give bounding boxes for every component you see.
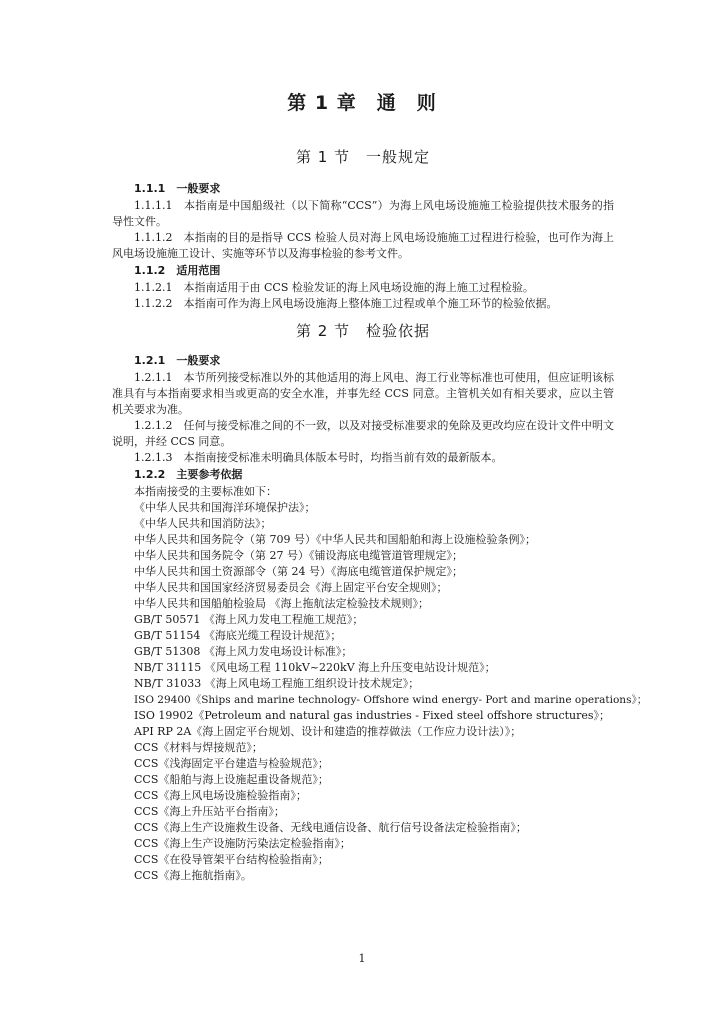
standard-item: API RP 2A《海上固定平台规划、设计和建造的推荐做法（工作应力设计法）》； bbox=[134, 725, 522, 738]
standard-item: CCS《海上生产设施防污染法定检验指南》； bbox=[134, 837, 351, 850]
paragraph-1-1-1-1: 1.1.1.1 本指南是中国船级社（以下简称“CCS”）为海上风电场设施施工检验提供技术服务的指导性文件。 bbox=[112, 199, 614, 228]
standard-item: GB/T 50571 《海上风力发电工程施工规范》； bbox=[134, 613, 364, 626]
standard-item: GB/T 51308 《海上风力发电场设计标准》； bbox=[134, 645, 353, 658]
standard-item: CCS《浅海固定平台建造与检验规范》； bbox=[134, 757, 329, 770]
standard-item: CCS《海上风电场设施检验指南》； bbox=[134, 789, 307, 802]
standard-item: 《中华人民共和国海洋环境保护法》； bbox=[134, 501, 316, 514]
paragraph-1-1-2-2: 1.1.2.2 本指南可作为海上风电场设施海上整体施工过程或单个施工环节的检验依据。 bbox=[134, 297, 558, 310]
standard-item: ISO 19902《Petroleum and natural gas industries - Fixed steel offshore structures》； bbox=[134, 709, 611, 722]
standard-item: CCS《材料与焊接规范》； bbox=[134, 741, 263, 754]
heading-1-2-1: 1.2.1 一般要求 bbox=[134, 354, 221, 367]
section-1-title: 第 1 节 一般规定 bbox=[295, 148, 431, 166]
standard-item: NB/T 31115 《风电场工程 110kV~220kV 海上升压变电站设计规范》； bbox=[134, 661, 496, 674]
chapter-title: 第 1 章 通 则 bbox=[287, 92, 437, 114]
standard-item: CCS《在役导管架平台结构检验指南》； bbox=[134, 853, 329, 866]
standard-item: CCS《海上升压站平台指南》； bbox=[134, 805, 285, 818]
standard-item: 中华人民共和国船舶检验局 《海上拖航法定检验技术规则》； bbox=[134, 597, 429, 610]
heading-1-2-2: 1.2.2 主要参考依据 bbox=[134, 468, 243, 481]
standard-item: CCS《海上拖航指南》。 bbox=[134, 869, 252, 882]
standard-item: 中华人民共和国务院令（第 27 号）《铺设海底电缆管道管理规定》； bbox=[134, 549, 463, 562]
document-body bbox=[112, 146, 648, 884]
standard-item: 《中华人民共和国消防法》； bbox=[134, 517, 272, 530]
paragraph-1-1-1-2: 1.1.1.2 本指南的目的是指导 CCS 检验人员对海上风电场设施施工过程进行检验，也可作为海上风电场设施施工设计、实施等环节以及海事检验的参考文件。 bbox=[112, 231, 614, 260]
section-2-title: 第 2 节 检验依据 bbox=[295, 322, 431, 340]
standard-item: CCS《海上生产设施救生设备、无线电通信设备、航行信号设备法定检验指南》； bbox=[134, 821, 527, 834]
standards-list bbox=[112, 500, 648, 884]
paragraph-1-2-1-2: 1.2.1.2 任何与接受标准之间的不一致，以及对接受标准要求的免除及更改均应在设计文件中明文说明，并经 CCS 同意。 bbox=[112, 419, 614, 448]
paragraph-1-1-2-1: 1.1.2.1 本指南适用于由 CCS 检验发证的海上风电场设施的海上施工过程检验。 bbox=[134, 281, 534, 294]
heading-1-1-2: 1.1.2 适用范围 bbox=[134, 264, 221, 277]
standard-item: CCS《船舶与海上设施起重设备规范》； bbox=[134, 773, 329, 786]
standard-item: ISO 29400《Ships and marine technology- Offshore wind energy- Port and marine operations》； bbox=[134, 694, 648, 706]
standards-lead: 本指南接受的主要标准如下： bbox=[134, 485, 277, 498]
standard-item: GB/T 51154 《海底光缆工程设计规范》； bbox=[134, 629, 342, 642]
standard-item: 中华人民共和国土资源部令（第 24 号）《海底电缆管道保护规定》； bbox=[134, 565, 463, 578]
standard-item: 中华人民共和国务院令（第 709 号）《中华人民共和国船舶和海上设施检验条例》； bbox=[134, 533, 536, 546]
standard-item: 中华人民共和国国家经济贸易委员会《海上固定平台安全规则》； bbox=[134, 581, 448, 594]
paragraph-1-2-1-1: 1.2.1.1 本节所列接受标准以外的其他适用的海上风电、海工行业等标准也可使用，但应证明该标准具有与本指南要求相当或更高的安全水准，并事先经 CCS 同意。主管机关如有相关要求，应以主管机关要求为准。 bbox=[112, 371, 614, 416]
standard-item: NB/T 31033 《海上风电场工程施工组织设计技术规定》； bbox=[134, 677, 420, 690]
paragraph-1-2-1-3: 1.2.1.3 本指南接受标准未明确具体版本号时，均指当前有效的最新版本。 bbox=[134, 451, 503, 464]
heading-1-1-1: 1.1.1 一般要求 bbox=[134, 182, 221, 195]
page-number: 1 bbox=[358, 952, 366, 965]
